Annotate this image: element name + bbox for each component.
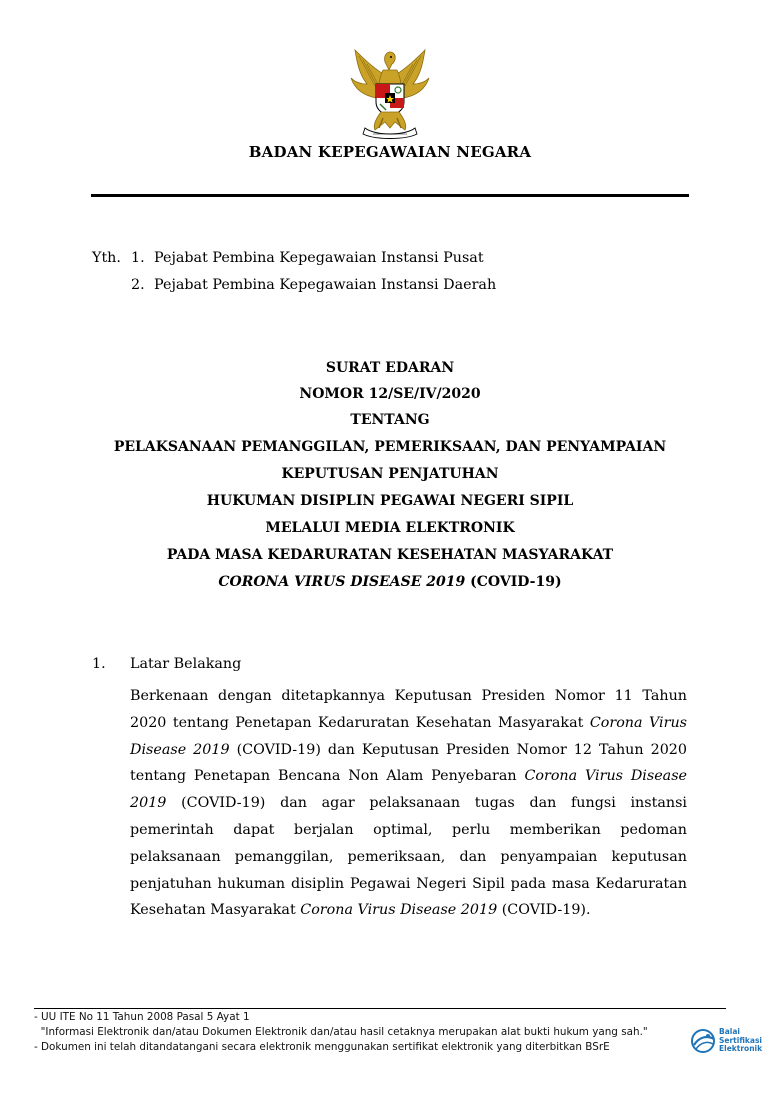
addressee-item: Pejabat Pembina Kepegawaian Instansi Pusat bbox=[154, 250, 484, 266]
footer-divider bbox=[34, 1008, 726, 1009]
doc-subject-line: MELALUI MEDIA ELEKTRONIK bbox=[265, 520, 515, 536]
doc-subject-italic: CORONA VIRUS DISEASE 2019 bbox=[218, 574, 466, 590]
body-italic: Corona Virus Disease 2019 bbox=[130, 714, 687, 758]
section-paragraph bbox=[130, 683, 687, 924]
addressee-number: 2. bbox=[131, 277, 145, 293]
bsre-text-line: Sertifikasi bbox=[719, 1035, 762, 1045]
body-italic: Corona Virus Disease 2019 bbox=[300, 902, 498, 919]
doc-subject-rest: (COVID-19) bbox=[465, 574, 562, 590]
footer-note-law: - UU ITE No 11 Tahun 2008 Pasal 5 Ayat 1 bbox=[34, 1011, 250, 1023]
section-heading: Latar Belakang bbox=[130, 656, 242, 672]
bsre-logo-text bbox=[719, 1028, 762, 1054]
header-divider bbox=[91, 194, 689, 197]
footer-note-signature: - Dokumen ini telah ditandatangani secara elektronik menggunakan sertifikat elektronik yang diterbitkan BSrE bbox=[34, 1041, 610, 1053]
doc-subject-line: PADA MASA KEDARURATAN KESEHATAN MASYARAKAT bbox=[166, 547, 614, 563]
agency-name: BADAN KEPEGAWAIAN NEGARA bbox=[248, 143, 532, 161]
addressee-number: 1. bbox=[131, 250, 145, 266]
body-text: (COVID-19) dan agar pelaksanaan tugas dan fungsi instansi pemerintah dapat berjalan optimal, perlu memberikan pedoman pelaksanaan pemanggilan, pemeriksaan, dan penyampaian keputusan penjatuhan hukuman disiplin Pegawai Negeri Sipil pada masa Kedaruratan Kesehatan Masyarakat bbox=[130, 795, 687, 919]
doc-subject-line: PELAKSANAAN PEMANGGILAN, PEMERIKSAAN, DAN PENYAMPAIAN bbox=[113, 439, 667, 455]
body-italic: Corona Virus Disease 2019 bbox=[130, 768, 687, 812]
body-text: Berkenaan dengan ditetapkannya Keputusan Presiden Nomor 11 Tahun 2020 tentang Penetapan Kedaruratan Kesehatan Masyarakat bbox=[130, 688, 687, 731]
footer-note-quote: "Informasi Elektronik dan/atau Dokumen Elektronik dan/atau hasil cetaknya merupakan alat bukti hukum yang sah." bbox=[34, 1026, 648, 1038]
addressee-prefix: Yth. bbox=[92, 250, 121, 266]
body-text: (COVID-19) dan Keputusan Presiden Nomor 12 Tahun 2020 tentang Penetapan Bencana Non Alam Penyebaran bbox=[130, 741, 688, 785]
doc-type: SURAT EDARAN bbox=[325, 360, 455, 376]
garuda-emblem-icon bbox=[345, 48, 435, 140]
doc-about: TENTANG bbox=[350, 412, 430, 428]
addressee-item: Pejabat Pembina Kepegawaian Instansi Daerah bbox=[154, 277, 497, 293]
doc-subject-line: KEPUTUSAN PENJATUHAN bbox=[281, 466, 499, 482]
doc-subject-line: HUKUMAN DISIPLIN PEGAWAI NEGERI SIPIL bbox=[206, 493, 574, 509]
doc-subject-line bbox=[0, 574, 780, 590]
bsre-text-line: Balai bbox=[719, 1027, 740, 1036]
section-body bbox=[130, 683, 687, 924]
section-number: 1. bbox=[92, 656, 106, 672]
bsre-text-line: Elektronik bbox=[719, 1044, 763, 1053]
body-text: (COVID-19). bbox=[497, 902, 591, 919]
doc-number: NOMOR 12/SE/IV/2020 bbox=[299, 386, 481, 402]
